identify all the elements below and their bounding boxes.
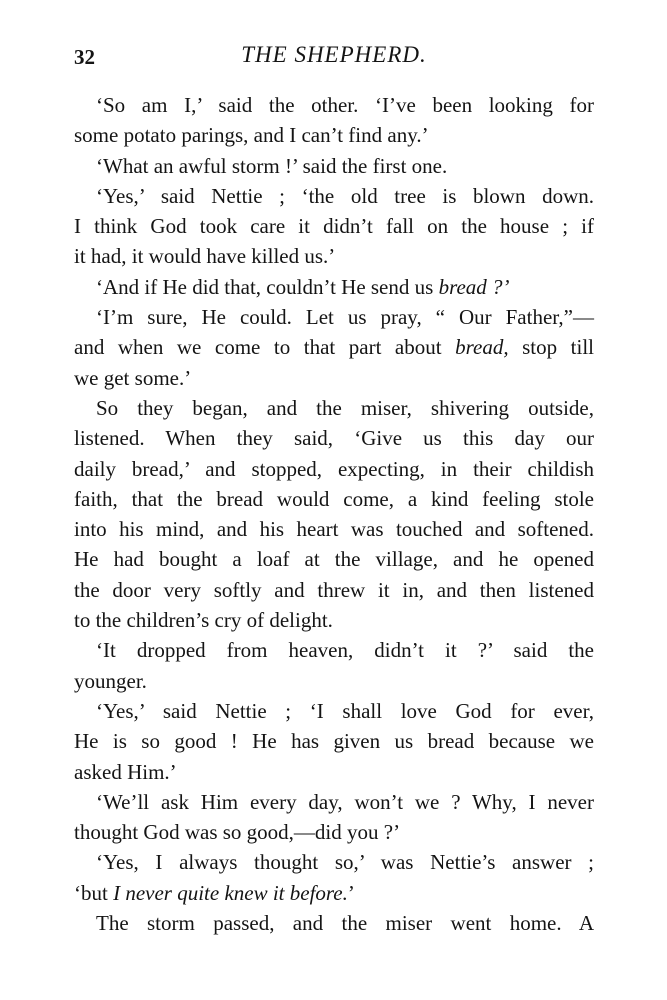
text-line: The storm passed, and the miser went home. A — [96, 911, 594, 936]
text-line: asked Him.’ — [74, 759, 177, 784]
text-line: thought God was so good,—did you ?’ — [74, 820, 401, 845]
text-line: ‘What an awful storm !’ said the first one. — [96, 153, 448, 178]
text-line: listened. When they said, ‘Give us this day our — [74, 426, 594, 451]
text-line: the door very softly and threw it in, and then listened — [74, 577, 594, 602]
text-line: ‘So am I,’ said the other. ‘I’ve been looking for — [96, 93, 594, 117]
text-line: ‘but I never quite knew it before.’ — [74, 880, 355, 905]
text-line: ‘Yes, I always thought so,’ was Nettie’s answer ; — [96, 850, 594, 875]
text-line: ‘Yes,’ said Nettie ; ‘the old tree is blown down. — [96, 183, 594, 208]
page-header — [74, 42, 594, 78]
text-line: ‘We’ll ask Him every day, won’t we ? Why, I never — [96, 789, 594, 814]
italic-text: bread, — [455, 335, 509, 360]
text-line: ‘Yes,’ said Nettie ; ‘I shall love God for ever, — [96, 698, 594, 723]
text-line: He had bought a loaf at the village, and he opened — [74, 547, 594, 572]
text-line: to the children’s cry of delight. — [74, 608, 333, 633]
text-line: He is so good ! He has given us bread because we — [74, 729, 594, 754]
text-line: younger. — [74, 668, 147, 693]
text-line: ‘I’m sure, He could. Let us pray, “ Our Father,”— — [96, 305, 594, 330]
text-line: and when we come to that part about bread, stop till — [74, 335, 594, 360]
text-line: some potato parings, and I can’t find any.’ — [74, 123, 429, 148]
text-line: ‘It dropped from heaven, didn’t it ?’ said the — [96, 638, 594, 663]
page-number: 32 — [74, 45, 95, 69]
text-line: daily bread,’ and stopped, expecting, in their childish — [74, 456, 594, 481]
text-line: it had, it would have killed us.’ — [74, 244, 336, 269]
text-line: into his mind, and his heart was touched and softened. — [74, 517, 594, 542]
running-head: THE SHEPHERD. — [241, 42, 427, 67]
text-line: ‘And if He did that, couldn’t He send us bread ?’ — [96, 274, 510, 299]
text-line: we get some.’ — [74, 365, 192, 390]
body-text — [74, 90, 594, 938]
text-line: faith, that the bread would come, a kind feeling stole — [74, 486, 594, 511]
italic-text: I never quite knew it before. — [113, 880, 348, 905]
italic-text: bread ?’ — [438, 274, 510, 299]
text-line: So they began, and the miser, shivering outside, — [96, 395, 594, 420]
text-line: I think God took care it didn’t fall on the house ; if — [74, 214, 594, 239]
